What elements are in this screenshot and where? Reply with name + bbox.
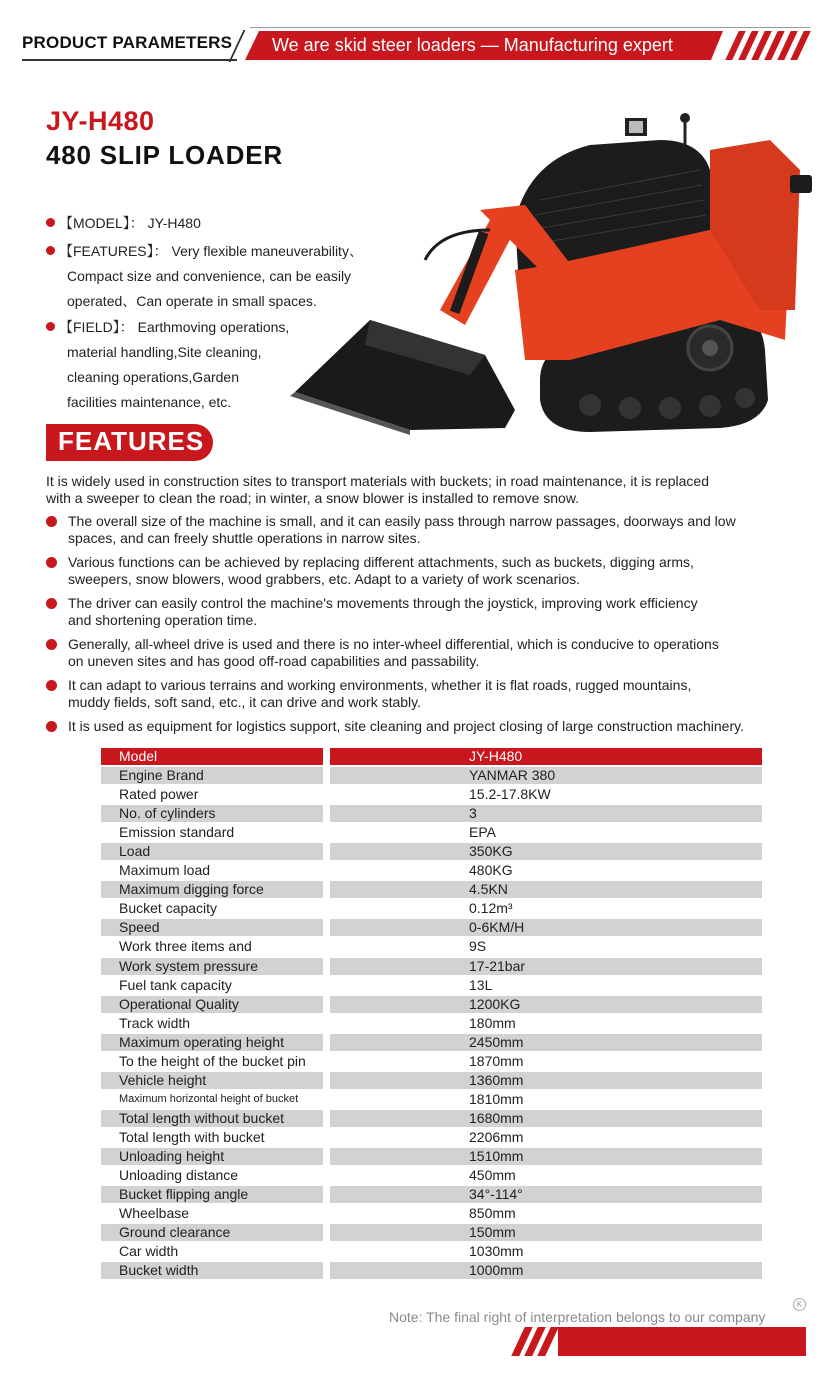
bucket-icon bbox=[290, 320, 515, 435]
spec-features-line: 【FEATURES】： Very flexible maneuverability、 bbox=[59, 243, 363, 259]
bullet-dot-icon bbox=[46, 639, 57, 650]
table-row bbox=[101, 1261, 762, 1280]
table-cell-value: EPA bbox=[330, 824, 762, 841]
table-cell-value: 1200KG bbox=[330, 996, 762, 1013]
table-cell-parameter: Maximum horizontal height of bucket bbox=[101, 1091, 323, 1108]
table-row bbox=[101, 766, 762, 785]
product-code: JY-H480 bbox=[46, 106, 155, 136]
feature-line: sweepers, snow blowers, wood grabbers, etc. Adapt to a variety of work scenarios. bbox=[68, 571, 581, 587]
feature-line: spaces, and can freely shuttle operations in narrow sites. bbox=[68, 530, 421, 546]
table-cell-parameter: Load bbox=[101, 843, 323, 860]
feature-item bbox=[46, 677, 826, 711]
table-cell-value: 2450mm bbox=[330, 1034, 762, 1051]
spec-field-line: 【FIELD】： Earthmoving operations, bbox=[59, 319, 290, 335]
table-cell-parameter: Fuel tank capacity bbox=[101, 977, 323, 994]
table-row bbox=[101, 1052, 762, 1071]
table-row bbox=[101, 1033, 762, 1052]
table-header-cell: JY-H480 bbox=[330, 748, 762, 765]
table-row bbox=[101, 785, 762, 804]
table-cell-parameter: Work three items and bbox=[101, 938, 323, 955]
table-cell-parameter: Ground clearance bbox=[101, 1224, 323, 1241]
header-underline bbox=[22, 59, 237, 61]
watermark-k-icon: K bbox=[793, 1298, 806, 1311]
table-row bbox=[101, 918, 762, 937]
table-header-row bbox=[101, 747, 762, 766]
table-header-cell: Model bbox=[101, 748, 323, 765]
table-cell-parameter: Work system pressure bbox=[101, 958, 323, 975]
table-cell-value: 1000mm bbox=[330, 1262, 762, 1279]
table-cell-value: 9S bbox=[330, 938, 762, 955]
table-cell-parameter: Speed bbox=[101, 919, 323, 936]
features-intro-line: It is widely used in construction sites to transport materials with buckets; in road maintenance, it is replaced bbox=[46, 473, 709, 489]
table-cell-parameter: Engine Brand bbox=[101, 767, 323, 784]
feature-item bbox=[46, 513, 826, 547]
table-cell-value: YANMAR 380 bbox=[330, 767, 762, 784]
table-row bbox=[101, 1204, 762, 1223]
table-cell-value: 17-21bar bbox=[330, 958, 762, 975]
table-cell-value: 0-6KM/H bbox=[330, 919, 762, 936]
spec-field-line: cleaning operations,Garden bbox=[67, 369, 240, 385]
feature-item bbox=[46, 636, 826, 670]
feature-line: on uneven sites and has good off-road capabilities and passability. bbox=[68, 653, 480, 669]
table-cell-value: 1360mm bbox=[330, 1072, 762, 1089]
table-row bbox=[101, 842, 762, 861]
table-cell-parameter: Maximum operating height bbox=[101, 1034, 323, 1051]
machine-body bbox=[515, 113, 812, 360]
spec-features-line: operated、Can operate in small spaces. bbox=[67, 293, 317, 309]
table-cell-parameter: Operational Quality bbox=[101, 996, 323, 1013]
header-top-line bbox=[250, 27, 810, 28]
feature-line: The overall size of the machine is small, and it can easily pass through narrow passages, doorways and low bbox=[68, 513, 736, 529]
spec-field bbox=[46, 315, 289, 415]
header bbox=[0, 0, 840, 75]
table-row bbox=[101, 1242, 762, 1261]
feature-line: Generally, all-wheel drive is used and there is no inter-wheel differential, which is conducive to operations bbox=[68, 636, 719, 652]
table-cell-value: 480KG bbox=[330, 862, 762, 879]
table-cell-value: 2206mm bbox=[330, 1129, 762, 1146]
features-heading: FEATURES bbox=[58, 426, 205, 456]
feature-line: Various functions can be achieved by replacing different attachments, such as buckets, digging arms, bbox=[68, 554, 694, 570]
table-row bbox=[101, 1185, 762, 1204]
table-cell-value: 1030mm bbox=[330, 1243, 762, 1260]
table-cell-value: 3 bbox=[330, 805, 762, 822]
table-row bbox=[101, 823, 762, 842]
feature-item bbox=[46, 554, 826, 588]
table-cell-parameter: Emission standard bbox=[101, 824, 323, 841]
product-name: 480 SLIP LOADER bbox=[46, 140, 283, 170]
spec-model-text: 【MODEL】： JY-H480 bbox=[59, 215, 201, 231]
feature-item bbox=[46, 595, 826, 629]
feature-line: It is used as equipment for logistics support, site cleaning and project closing of large construction machinery. bbox=[68, 718, 744, 734]
table-row bbox=[101, 976, 762, 995]
spec-model bbox=[46, 211, 201, 236]
bullet-dot-icon bbox=[46, 557, 57, 568]
table-row bbox=[101, 1147, 762, 1166]
header-slogan: We are skid steer loaders — Manufacturing expert bbox=[272, 35, 673, 55]
table-row bbox=[101, 1071, 762, 1090]
table-cell-parameter: Rated power bbox=[101, 786, 323, 803]
feature-line: The driver can easily control the machine's movements through the joystick, improving work efficiency bbox=[68, 595, 698, 611]
table-cell-parameter: No. of cylinders bbox=[101, 805, 323, 822]
table-cell-parameter: Total length without bucket bbox=[101, 1110, 323, 1127]
bullet-dot-icon bbox=[46, 246, 55, 255]
features-intro bbox=[46, 473, 806, 507]
table-cell-parameter: Total length with bucket bbox=[101, 1129, 323, 1146]
feature-line: It can adapt to various terrains and working environments, whether it is flat roads, rugged mountains, bbox=[68, 677, 692, 693]
table-cell-parameter: Wheelbase bbox=[101, 1205, 323, 1222]
table-cell-parameter: Bucket width bbox=[101, 1262, 323, 1279]
bullet-dot-icon bbox=[46, 598, 57, 609]
header-title: PRODUCT PARAMETERS bbox=[22, 33, 233, 52]
table-cell-value: 0.12m³ bbox=[330, 900, 762, 917]
bullet-dot-icon bbox=[46, 721, 57, 732]
table-cell-value: 15.2-17.8KW bbox=[330, 786, 762, 803]
table-row bbox=[101, 1090, 762, 1109]
table-row bbox=[101, 1109, 762, 1128]
table-cell-parameter: To the height of the bucket pin bbox=[101, 1053, 323, 1070]
table-cell-parameter: Car width bbox=[101, 1243, 323, 1260]
table-row bbox=[101, 899, 762, 918]
footer-note: Note: The final right of interpretation belongs to our company bbox=[389, 1309, 766, 1325]
table-row bbox=[101, 1014, 762, 1033]
table-cell-value: 13L bbox=[330, 977, 762, 994]
table-cell-parameter: Unloading height bbox=[101, 1148, 323, 1165]
table-cell-value: 1870mm bbox=[330, 1053, 762, 1070]
parameter-table bbox=[101, 747, 762, 1280]
bullet-dot-icon bbox=[46, 680, 57, 691]
table-cell-value: 1510mm bbox=[330, 1148, 762, 1165]
feature-line: and shortening operation time. bbox=[68, 612, 258, 628]
table-row bbox=[101, 1128, 762, 1147]
bullet-dot-icon bbox=[46, 516, 57, 527]
table-row bbox=[101, 1166, 762, 1185]
table-cell-value: 4.5KN bbox=[330, 881, 762, 898]
table-cell-parameter: Maximum load bbox=[101, 862, 323, 879]
bullet-dot-icon bbox=[46, 322, 55, 331]
table-cell-value: 1680mm bbox=[330, 1110, 762, 1127]
table-cell-parameter: Bucket capacity bbox=[101, 900, 323, 917]
table-cell-parameter: Track width bbox=[101, 1015, 323, 1032]
features-intro-line: with a sweeper to clean the road; in winter, a snow blower is installed to remove snow. bbox=[46, 490, 580, 506]
table-cell-value: 850mm bbox=[330, 1205, 762, 1222]
table-cell-parameter: Vehicle height bbox=[101, 1072, 323, 1089]
features-list bbox=[46, 513, 826, 742]
table-cell-parameter: Bucket flipping angle bbox=[101, 1186, 323, 1203]
spec-field-line: facilities maintenance, etc. bbox=[67, 394, 232, 410]
feature-item bbox=[46, 718, 826, 735]
skid-steer-loader-image bbox=[290, 110, 815, 440]
table-row bbox=[101, 937, 762, 956]
bullet-dot-icon bbox=[46, 218, 55, 227]
table-row bbox=[101, 880, 762, 899]
footer-band bbox=[558, 1327, 806, 1356]
table-row bbox=[101, 995, 762, 1014]
feature-line: muddy fields, soft sand, etc., it can drive and work stably. bbox=[68, 694, 422, 710]
spec-field-line: material handling,Site cleaning, bbox=[67, 344, 262, 360]
table-cell-value: 34°-114° bbox=[330, 1186, 762, 1203]
table-row bbox=[101, 957, 762, 976]
table-cell-parameter: Unloading distance bbox=[101, 1167, 323, 1184]
table-cell-value: 350KG bbox=[330, 843, 762, 860]
table-cell-parameter: Maximum digging force bbox=[101, 881, 323, 898]
table-cell-value: 1810mm bbox=[330, 1091, 762, 1108]
table-cell-value: 180mm bbox=[330, 1015, 762, 1032]
table-row bbox=[101, 804, 762, 823]
spec-features-line: Compact size and convenience, can be easily bbox=[67, 268, 352, 284]
table-cell-value: 150mm bbox=[330, 1224, 762, 1241]
table-row bbox=[101, 861, 762, 880]
table-cell-value: 450mm bbox=[330, 1167, 762, 1184]
table-row bbox=[101, 1223, 762, 1242]
